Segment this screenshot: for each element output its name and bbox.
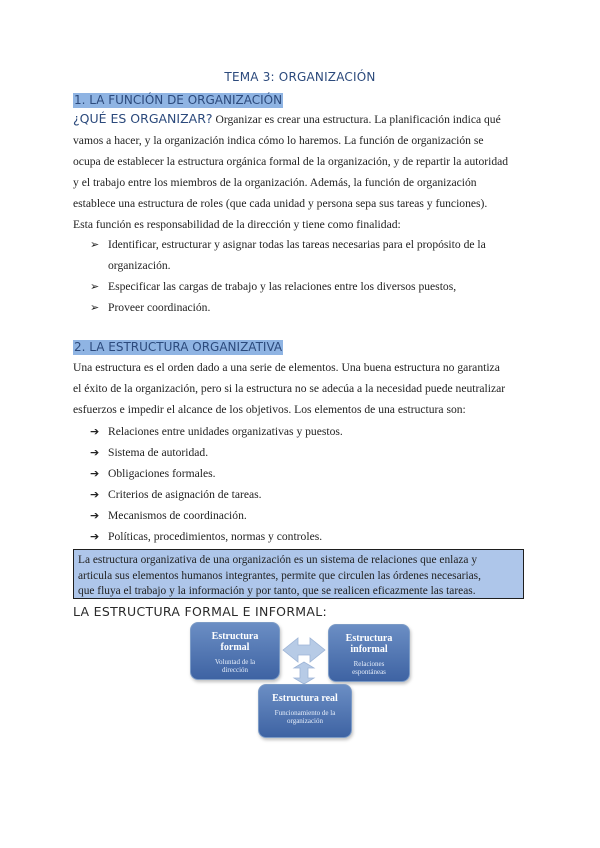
structure-diagram: [180, 620, 420, 740]
callout-line: La estructura organizativa de una organización es un sistema de relaciones que enlaza y: [78, 554, 478, 566]
list-item: ➔ Criterios de asignación de tareas.: [108, 484, 528, 505]
paragraph-line: vamos a hacer, y la organización indica cómo lo haremos. La función de organización se: [73, 134, 484, 147]
section-heading-1: 1. LA FUNCIÓN DE ORGANIZACIÓN: [74, 93, 283, 107]
paragraph-line: Esta función es responsabilidad de la dirección y tiene como finalidad:: [73, 218, 401, 231]
paragraph-line: ¿QUÉ ES ORGANIZAR? Organizar es crear una estructura. La planificación indica qué: [73, 111, 501, 126]
section2-paragraph: [73, 357, 528, 420]
arrow-bullet-icon: ➔: [90, 488, 100, 501]
list-item: ➔ Relaciones entre unidades organizativas y puestos.: [108, 421, 528, 442]
list-item: ➢ Identificar, estructurar y asignar todas las tareas necesarias para el propósito de la: [108, 234, 528, 255]
callout-line: articula sus elementos humanos integrantes, permite que circulen las órdenes necesarias,: [78, 569, 481, 582]
paragraph-line: el éxito de la organización, pero si la estructura no se adecúa a la necesidad puede neutralizar: [73, 382, 506, 395]
arrowhead-bullet-icon: ➢: [90, 301, 100, 314]
arrowhead-bullet-icon: ➢: [90, 238, 100, 251]
list-item: ➔ Obligaciones formales.: [108, 463, 528, 484]
node-subtitle: Relaciones espontáneas: [352, 660, 386, 676]
callout-line: que fluya el trabajo y la información y por tanto, que se realicen eficazmente las tareas.: [78, 585, 476, 597]
document-title: TEMA 3: ORGANIZACIÓN: [224, 70, 376, 84]
node-title: Estructura real: [272, 693, 338, 704]
node-informal-structure: [328, 624, 410, 682]
arrow-bullet-icon: ➔: [90, 425, 100, 438]
list-item: ➢ Proveer coordinación.: [108, 297, 528, 318]
arrow-bullet-icon: ➔: [90, 509, 100, 522]
arrow-bullet-icon: ➔: [90, 530, 100, 543]
arrowhead-bullet-icon: ➢: [90, 280, 100, 293]
list-item: ➔ Políticas, procedimientos, normas y controles.: [108, 526, 528, 547]
lead-question: ¿QUÉ ES ORGANIZAR?: [73, 111, 213, 126]
node-title: Estructura informal: [345, 633, 393, 655]
arrow-bullet-icon: ➔: [90, 467, 100, 480]
list-item: ➢ Especificar las cargas de trabajo y las relaciones entre los diversos puestos,: [108, 276, 528, 297]
node-formal-structure: [190, 622, 280, 680]
paragraph-line: ocupa de establecer la estructura orgánica formal de la organización, y de repartir la autoridad: [73, 155, 509, 168]
section1-list: [90, 234, 528, 318]
node-subtitle: Voluntad de la dirección: [214, 658, 256, 674]
node-subtitle: Funcionamiento de la organización: [274, 709, 336, 725]
definition-callout: [73, 549, 524, 599]
section1-paragraph: [73, 108, 528, 235]
paragraph-line: establece una estructura de roles (que cada unidad y persona sepa sus tareas y funciones).: [73, 197, 488, 210]
section-heading-3: LA ESTRUCTURA FORMAL E INFORMAL:: [73, 604, 328, 619]
arrow-bullet-icon: ➔: [90, 446, 100, 459]
node-real-structure: [258, 684, 352, 738]
paragraph-line: esfuerzos e impedir el alcance de los objetivos. Los elementos de una estructura son:: [73, 403, 466, 416]
list-item: ➔ Sistema de autoridad.: [108, 442, 528, 463]
list-item-continuation: organización.: [108, 259, 171, 272]
section2-list: [90, 421, 528, 547]
section-heading-2: 2. LA ESTRUCTURA ORGANIZATIVA: [74, 340, 283, 354]
list-item: ➔ Mecanismos de coordinación.: [108, 505, 528, 526]
node-title: Estructura formal: [211, 631, 259, 653]
paragraph-line: y el trabajo entre los miembros de la organización. Además, la función de organización: [73, 176, 477, 189]
paragraph-line: Una estructura es el orden dado a una serie de elementos. Una buena estructura no garantiza: [73, 361, 500, 374]
